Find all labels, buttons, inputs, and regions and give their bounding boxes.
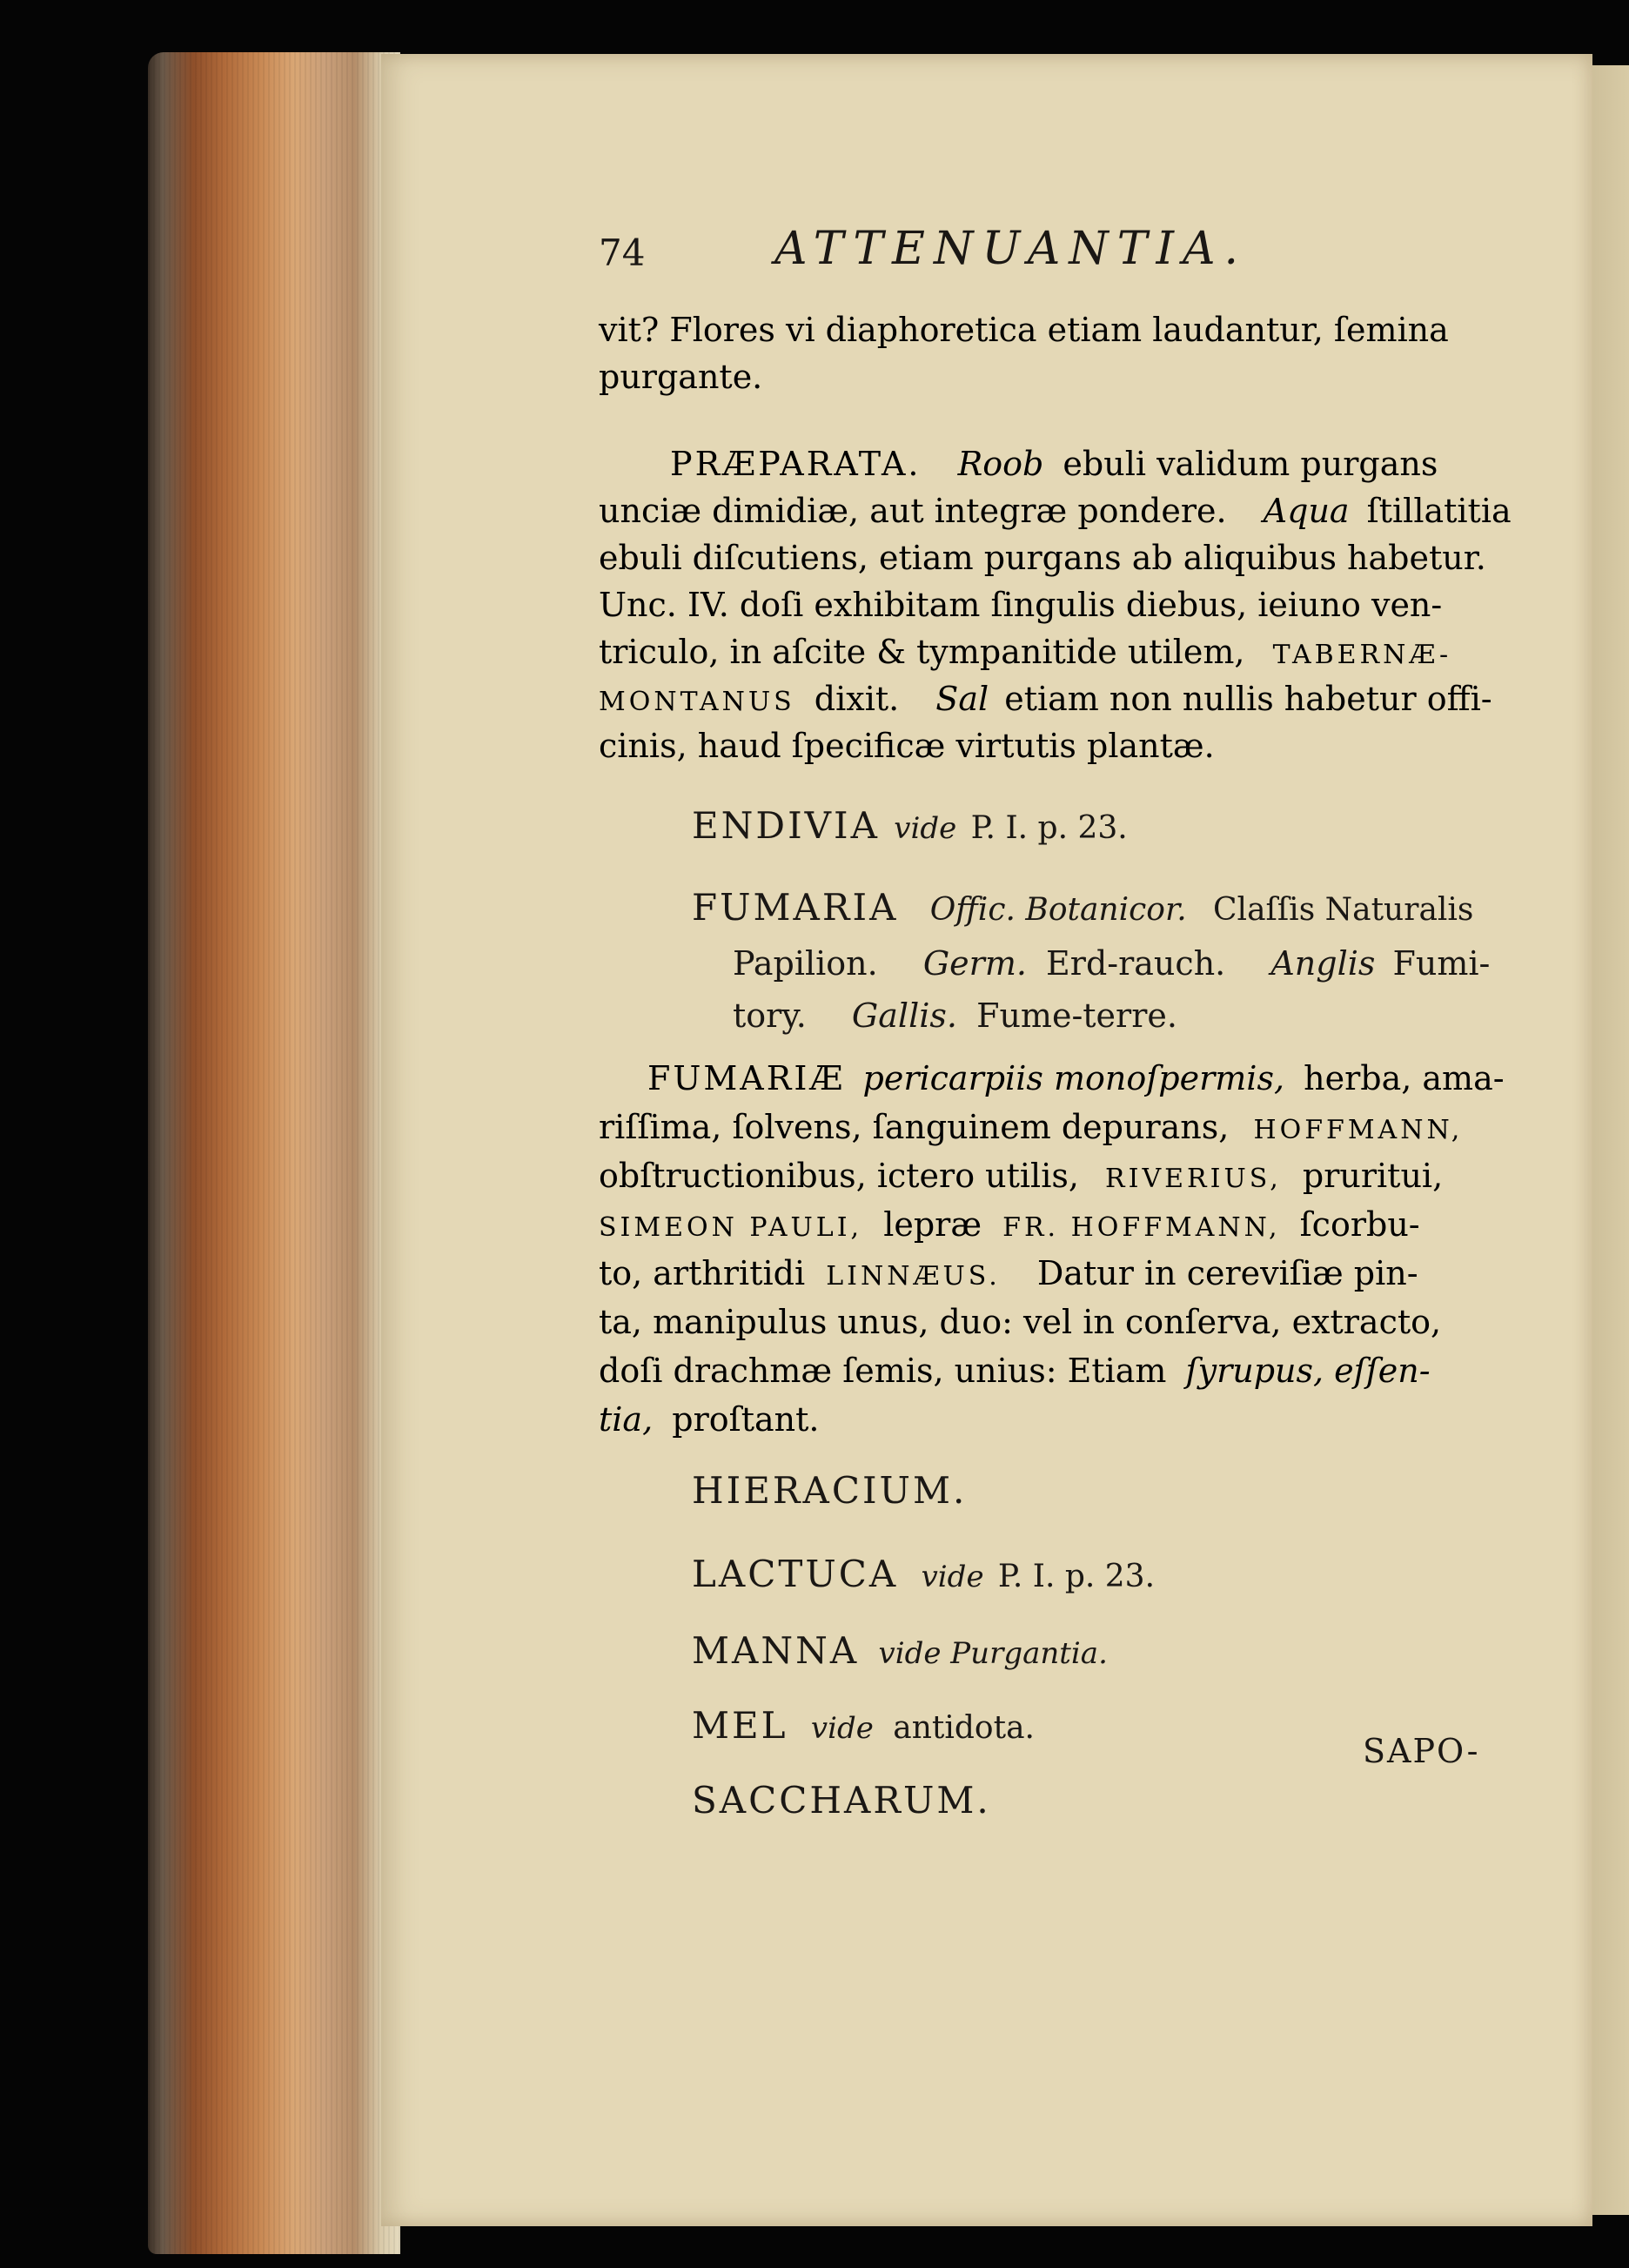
- text-run: P. I. p. 23.: [997, 1559, 1156, 1594]
- text-line: [599, 1347, 1431, 1394]
- text-run: Germ.: [922, 944, 1027, 983]
- text-run: riſſima, ſolvens, ſanguinem depurans,: [599, 1108, 1230, 1146]
- text-run: unciæ dimidiæ, aut integræ pondere.: [599, 492, 1227, 530]
- author-name: RIVERIUS,: [1105, 1164, 1282, 1194]
- text-run: vide: [921, 1560, 984, 1594]
- text-run: vide Purgantia.: [878, 1636, 1108, 1671]
- text-run: Claſſis Naturalis: [1213, 892, 1474, 928]
- text-run: Fume-terre.: [976, 996, 1177, 1035]
- text-run: etiam non nullis habetur offi-: [1004, 680, 1492, 718]
- text-run: pruritui,: [1302, 1157, 1444, 1195]
- fumaria-line-2: [733, 940, 1490, 987]
- entry-title: LACTUCA: [692, 1553, 899, 1595]
- text-run: vide: [894, 811, 957, 846]
- text-run: tory.: [733, 996, 807, 1035]
- entry-hieracium: HIERACIUM.: [692, 1469, 968, 1512]
- entry-title: FUMARIA: [692, 886, 899, 929]
- text-run: ſcorbu-: [1299, 1205, 1420, 1244]
- author-name: MONTANUS: [599, 687, 795, 717]
- text-line: ebuli diſcutiens, etiam purgans ab aliquibus habetur.: [599, 539, 1486, 577]
- author-name: SIMEON PAULI,: [599, 1212, 863, 1243]
- text-run: antidota.: [893, 1710, 1035, 1746]
- text-line: cinis, haud ſpecificæ virtutis plantæ.: [599, 727, 1215, 765]
- text-line: [599, 1152, 1443, 1203]
- entry-title: MANNA: [692, 1629, 860, 1672]
- text-line: [670, 440, 1438, 487]
- text-run: obſtructionibus, ictero utilis,: [599, 1157, 1079, 1195]
- text-line: [599, 487, 1512, 534]
- entry-title: MEL: [692, 1704, 788, 1747]
- text-line: [599, 1250, 1418, 1300]
- term-roob: Roob: [957, 445, 1044, 483]
- text-line: [599, 1396, 819, 1443]
- entry-endivia: [692, 804, 1128, 847]
- text-line: [647, 1055, 1505, 1102]
- text-run: proſtant.: [672, 1400, 820, 1439]
- entry-fumaria: [692, 886, 1473, 929]
- text-run: FUMARIÆ: [647, 1059, 846, 1097]
- text-line: [599, 675, 1492, 726]
- catchword: SAPO-: [1363, 1732, 1480, 1770]
- text-run: dixit.: [814, 680, 900, 718]
- text-run: P. I. p. 23.: [970, 810, 1128, 846]
- term-sal: Sal: [935, 680, 989, 718]
- text-run: Datur in cereviſiæ pin-: [1036, 1254, 1418, 1292]
- text-run: Gallis.: [851, 996, 957, 1035]
- label-praeparata: PRÆPARATA.: [670, 445, 922, 483]
- text-run: Fumi-: [1392, 944, 1491, 983]
- entry-title: ENDIVIA: [692, 804, 880, 847]
- text-run: lepræ: [883, 1205, 982, 1244]
- entry-mel: [692, 1704, 1035, 1747]
- text-run: herba, ama-: [1304, 1059, 1505, 1097]
- text-run: Anglis: [1270, 944, 1376, 983]
- text-line: [599, 1104, 1463, 1154]
- text-run: to, arthritidi: [599, 1254, 806, 1292]
- text-line: vit? Flores vi diaphoretica etiam laudantur, ſemina: [599, 311, 1449, 349]
- entry-lactuca: [692, 1553, 1155, 1595]
- text-line: [599, 1201, 1420, 1251]
- author-name: FR. HOFFMANN,: [1002, 1212, 1281, 1243]
- author-name: TABERNÆ-: [1272, 640, 1452, 670]
- author-name: LINNÆUS.: [826, 1261, 1001, 1292]
- book-fore-edge: [148, 52, 400, 2254]
- text-run: Offic. Botanicor.: [929, 892, 1187, 928]
- author-name: HOFFMANN,: [1253, 1115, 1464, 1145]
- text-run: doſi drachmæ ſemis, unius: Etiam: [599, 1352, 1167, 1390]
- entry-saccharum: SACCHARUM.: [692, 1779, 991, 1822]
- entry-manna: [692, 1629, 1108, 1672]
- text-run: ſyrupus, eſſen-: [1185, 1352, 1431, 1390]
- text-line: purgante.: [599, 358, 763, 396]
- facing-leaf-edge: [1591, 65, 1629, 2215]
- text-run: vide: [810, 1711, 874, 1746]
- text-line: ta, manipulus unus, duo: vel in conſerva, extracto,: [599, 1303, 1442, 1341]
- text-line: [599, 628, 1451, 679]
- page-number: 74: [599, 231, 646, 274]
- fumaria-line-3: [733, 992, 1177, 1039]
- text-run: ſtillatitia: [1366, 492, 1512, 530]
- text-run: Papilion.: [733, 944, 878, 983]
- term-aqua: Aqua: [1263, 492, 1350, 530]
- text-run: ebuli validum purgans: [1063, 445, 1438, 483]
- text-run: pericarpiis monoſpermis,: [862, 1059, 1285, 1097]
- running-head: ATTENUANTIA.: [774, 223, 1248, 275]
- text-line: Unc. IV. doſi exhibitam ſingulis diebus, ieiuno ven-: [599, 586, 1443, 624]
- text-run: tia,: [599, 1400, 654, 1439]
- text-run: triculo, in aſcite & tympanitide utilem,: [599, 633, 1245, 671]
- text-run: Erd-rauch.: [1046, 944, 1226, 983]
